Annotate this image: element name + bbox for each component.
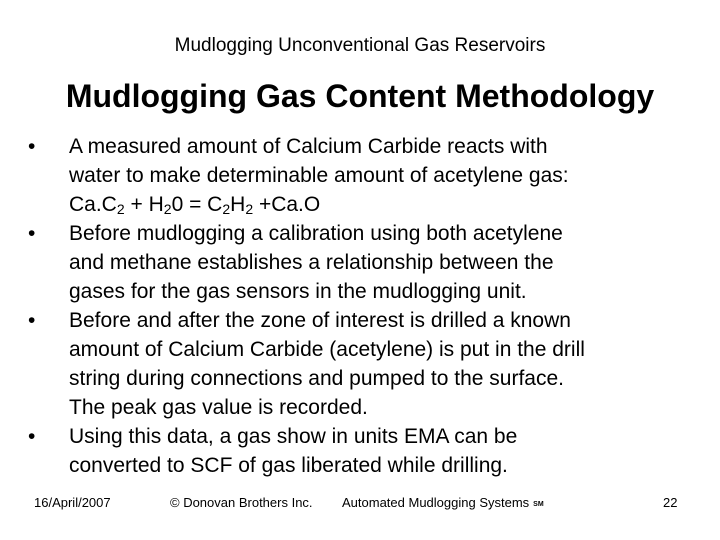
footer-copyright: © Donovan Brothers Inc.	[170, 495, 313, 510]
equation-subscript: 2	[222, 201, 231, 217]
bullet-marker	[28, 422, 48, 451]
bullet-line: A measured amount of Calcium Carbide reacts with	[69, 135, 548, 158]
equation-part: +Ca.O	[253, 193, 321, 216]
bullet-line: string during connections and pumped to the surface.	[69, 367, 564, 390]
bullet-line: converted to SCF of gas liberated while drilling.	[69, 454, 508, 477]
chemical-equation	[69, 190, 706, 219]
page-number: 22	[663, 495, 678, 510]
bullet-line: The peak gas value is recorded.	[69, 396, 368, 419]
equation-part: Ca.C	[69, 193, 117, 216]
bullet-marker	[28, 219, 48, 248]
equation-part: H	[230, 193, 246, 216]
bullet-line: Before mudlogging a calibration using both acetylene	[69, 222, 563, 245]
bullet-line: gases for the gas sensors in the mudlogging unit.	[69, 280, 527, 303]
equation-part: + H	[124, 193, 164, 216]
bullet-item	[26, 132, 706, 219]
equation-subscript: 2	[245, 201, 254, 217]
equation-part: 0 = C	[171, 193, 223, 216]
bullet-item	[26, 422, 706, 480]
bullet-marker	[28, 306, 48, 335]
bullet-line: water to make determinable amount of acetylene gas:	[69, 164, 569, 187]
footer-company	[342, 495, 544, 513]
footer-date: 16/April/2007	[34, 495, 111, 510]
bullet-line: and methane establishes a relationship between the	[69, 251, 554, 274]
service-mark: SM	[533, 501, 544, 508]
equation-subscript: 2	[116, 201, 125, 217]
bullet-list	[26, 132, 706, 480]
bullet-line: Before and after the zone of interest is drilled a known	[69, 309, 571, 332]
bullet-item	[26, 306, 706, 422]
bullet-line: Using this data, a gas show in units EMA can be	[69, 425, 518, 448]
footer-company-name: Automated Mudlogging Systems	[342, 495, 530, 510]
slide-title: Mudlogging Gas Content Methodology	[65, 78, 655, 114]
bullet-line: amount of Calcium Carbide (acetylene) is put in the drill	[69, 338, 585, 361]
slide-subtitle: Mudlogging Unconventional Gas Reservoirs	[174, 35, 546, 56]
bullet-item	[26, 219, 706, 306]
bullet-marker	[28, 132, 48, 161]
equation-subscript: 2	[163, 201, 172, 217]
